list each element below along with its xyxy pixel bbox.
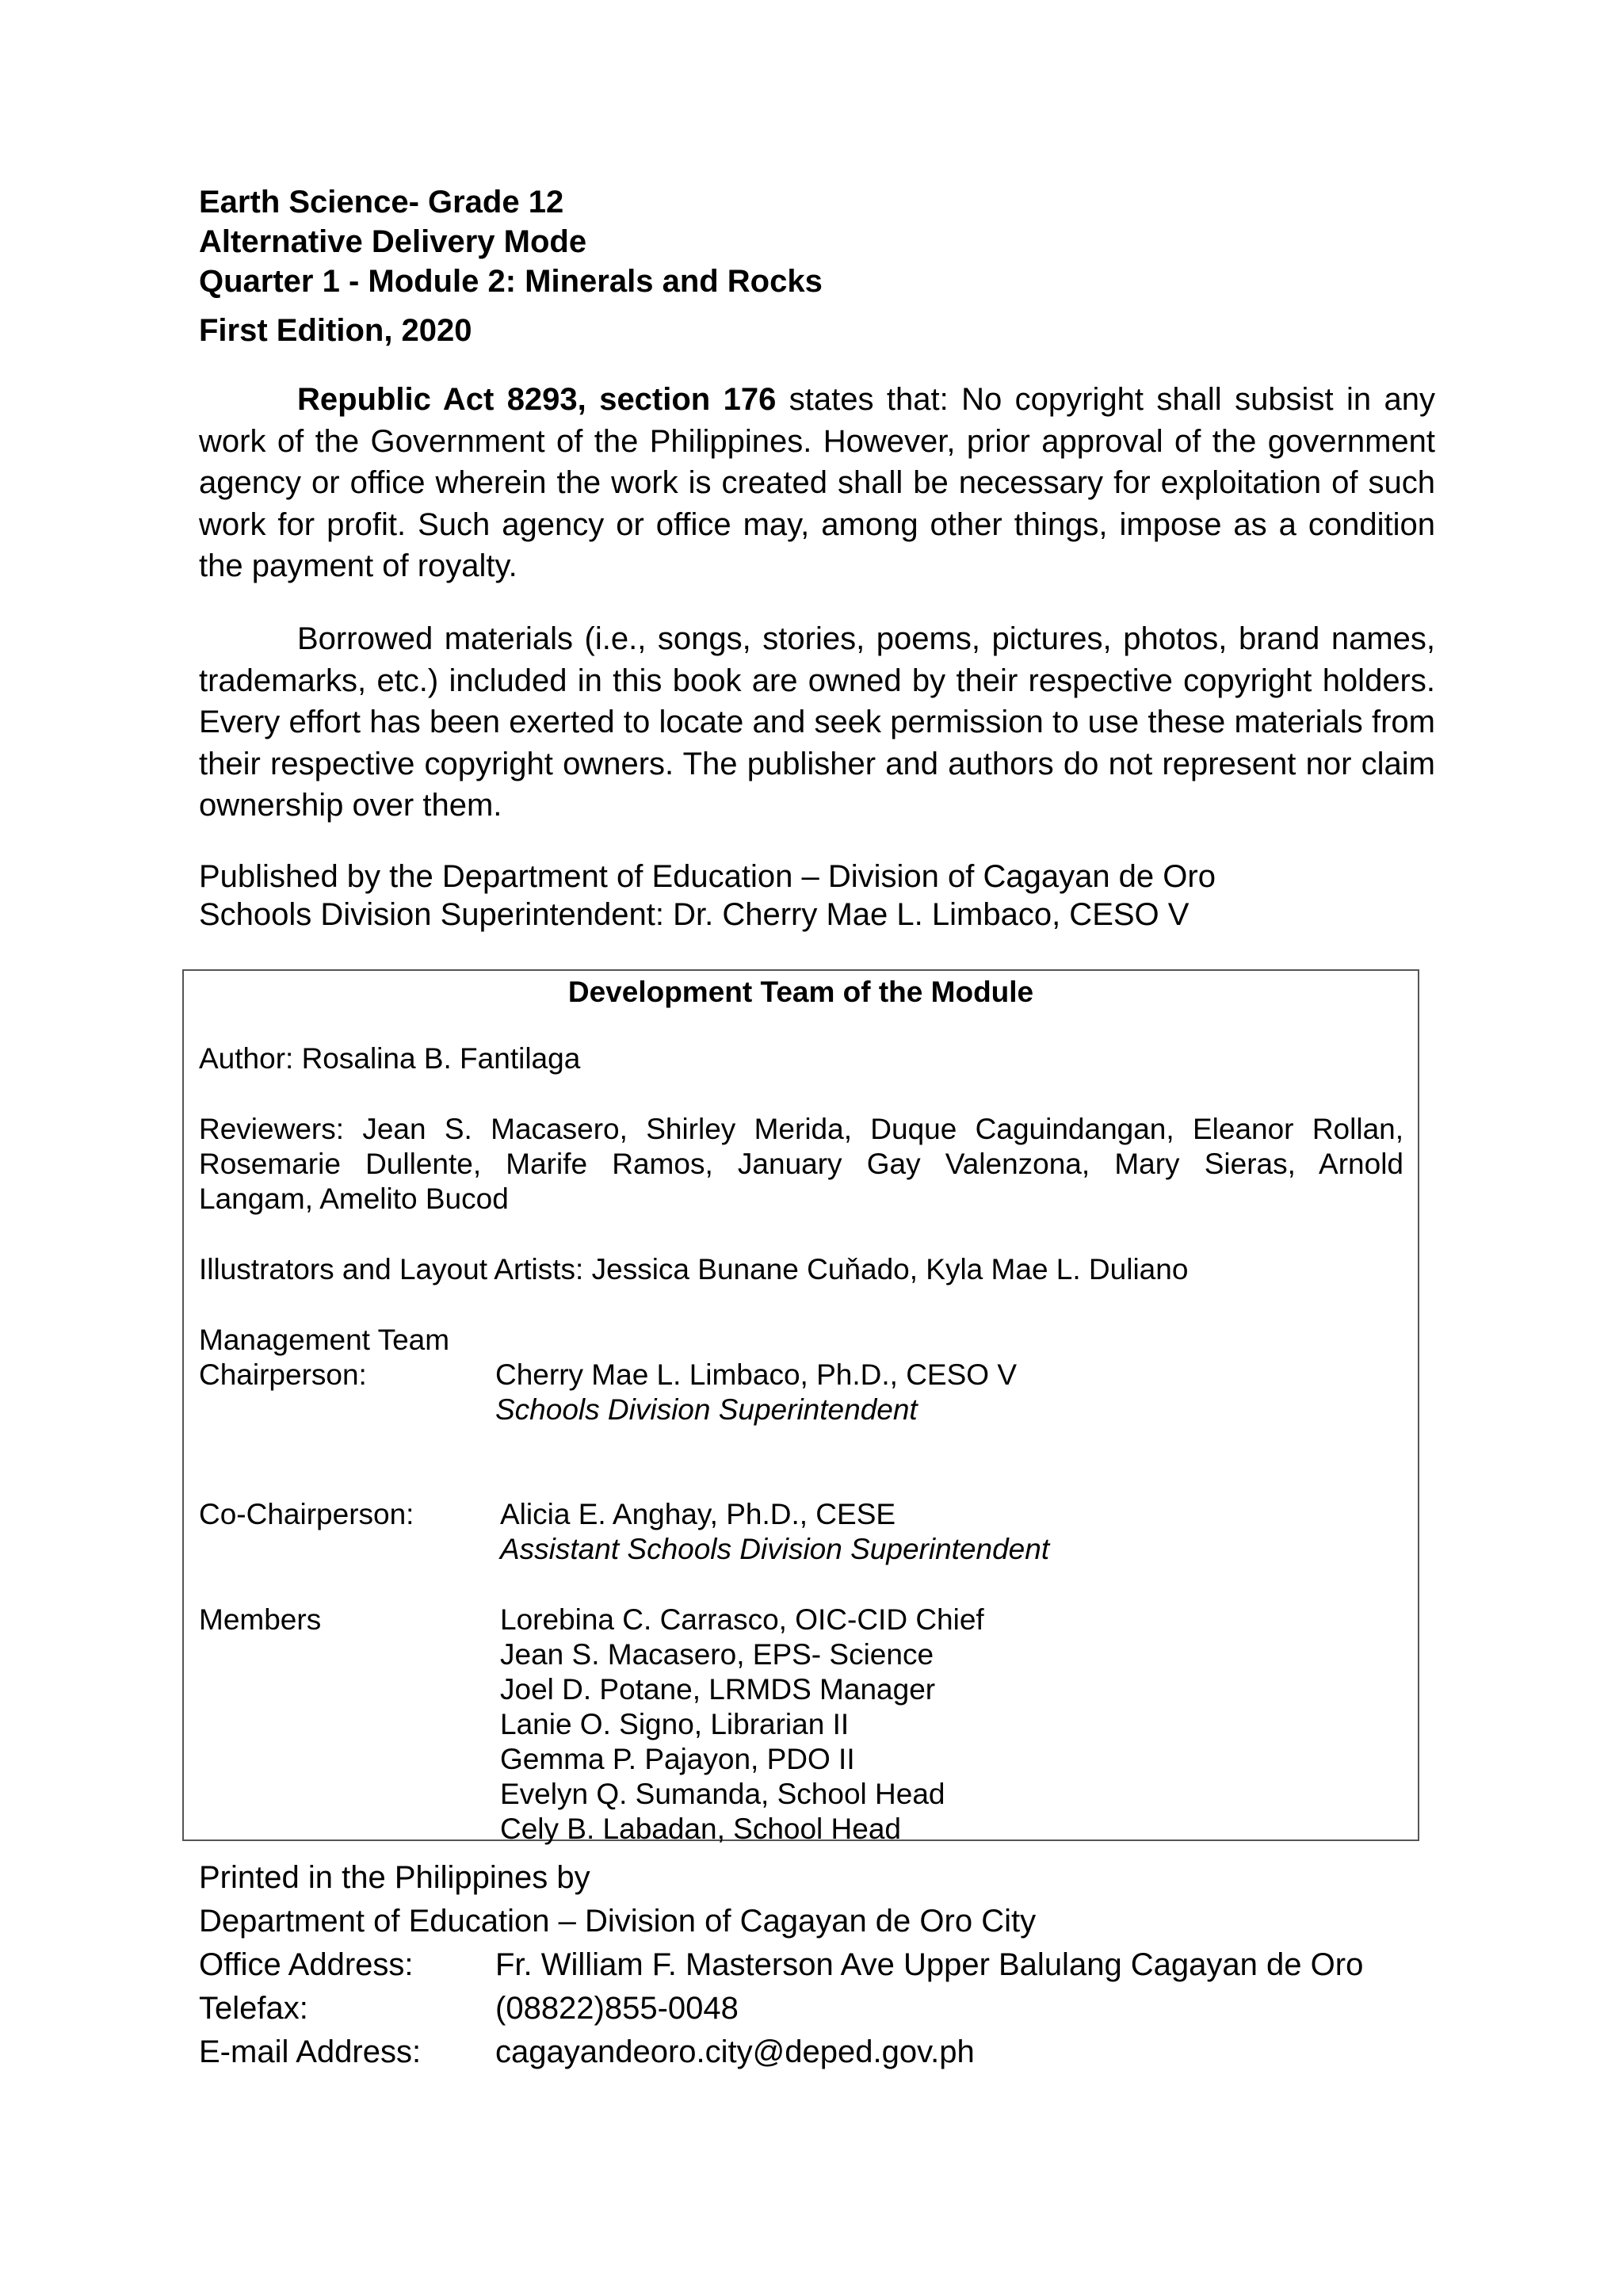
printed-by: Printed in the Philippines by	[199, 1860, 590, 1895]
management-team-label: Management Team	[199, 1324, 450, 1356]
reviewers-line-2: Rosemarie Dullente, Marife Ramos, January Gay Valenzona, Mary Sieras, Arnold	[199, 1148, 1403, 1180]
co-chairperson-title: Assistant Schools Division Superintendent	[500, 1533, 1050, 1565]
member-item: Evelyn Q. Sumanda, School Head	[500, 1778, 945, 1810]
illustrators-line: Illustrators and Layout Artists: Jessica Bunane Cuňado, Kyla Mae L. Duliano	[199, 1253, 1189, 1286]
member-item: Joel D. Potane, LRMDS Manager	[500, 1673, 936, 1706]
member-item: Lanie O. Signo, Librarian II	[500, 1708, 850, 1740]
module-title: Quarter 1 - Module 2: Minerals and Rocks	[199, 264, 823, 299]
chairperson-name: Cherry Mae L. Limbaco, Ph.D., CESO V	[495, 1358, 1018, 1391]
member-item: Cely B. Labadan, School Head	[500, 1813, 902, 1845]
copyright-statement: states that: No copyright shall subsist in any work of the Government of the Philippines. However, prior approval of the government agency or office wherein the work is created shall be necessary for exploitation of such work for profit. Such agency or office may, among other things, impose as a condition the payment of royalty.	[199, 382, 1435, 583]
course-title: Earth Science- Grade 12	[199, 185, 564, 220]
office-address-value: Fr. William F. Masterson Ave Upper Balulang Cagayan de Oro	[495, 1947, 1364, 1982]
superintendent-line: Schools Division Superintendent: Dr. Cherry Mae L. Limbaco, CESO V	[199, 897, 1190, 932]
delivery-mode: Alternative Delivery Mode	[199, 224, 587, 259]
email-value: cagayandeoro.city@deped.gov.ph	[495, 2034, 975, 2069]
chairperson-label: Chairperson:	[199, 1358, 367, 1391]
published-by: Published by the Department of Education – Division of Cagayan de Oro	[199, 859, 1216, 894]
members-label: Members	[199, 1603, 322, 1636]
member-item: Jean S. Macasero, EPS- Science	[500, 1638, 934, 1671]
author-line: Author: Rosalina B. Fantilaga	[199, 1042, 581, 1075]
telefax-value: (08822)855-0048	[495, 1991, 739, 2026]
office-address-label: Office Address:	[199, 1947, 414, 1982]
printing-department: Department of Education – Division of Cagayan de Oro City	[199, 1904, 1037, 1939]
email-label: E-mail Address:	[199, 2034, 422, 2069]
member-item: Lorebina C. Carrasco, OIC-CID Chief	[500, 1603, 984, 1636]
reviewers-line-3: Langam, Amelito Bucod	[199, 1182, 509, 1215]
copyright-paragraph	[199, 379, 1435, 587]
republic-act-reference: Republic Act 8293, section 176	[297, 382, 777, 417]
development-team-heading: Development Team of the Module	[567, 976, 1034, 1008]
telefax-label: Telefax:	[199, 1991, 308, 2026]
co-chairperson-label: Co-Chairperson:	[199, 1498, 414, 1530]
reviewers-line-1: Reviewers: Jean S. Macasero, Shirley Merida, Duque Caguindangan, Eleanor Rollan,	[199, 1113, 1403, 1145]
chairperson-title: Schools Division Superintendent	[495, 1393, 918, 1426]
edition: First Edition, 2020	[199, 313, 472, 348]
member-item: Gemma P. Pajayon, PDO II	[500, 1743, 855, 1775]
borrowed-materials-paragraph: Borrowed materials (i.e., songs, stories, poems, pictures, photos, brand names, trademarks, etc.) included in this book are owned by their respective copyright holders. Every effort has been exerted to locate and seek permission to use these materials from their respective copyright owners. The publisher and authors do not represent nor claim ownership over them.	[199, 621, 1435, 823]
co-chairperson-name: Alicia E. Anghay, Ph.D., CESE	[500, 1498, 896, 1530]
